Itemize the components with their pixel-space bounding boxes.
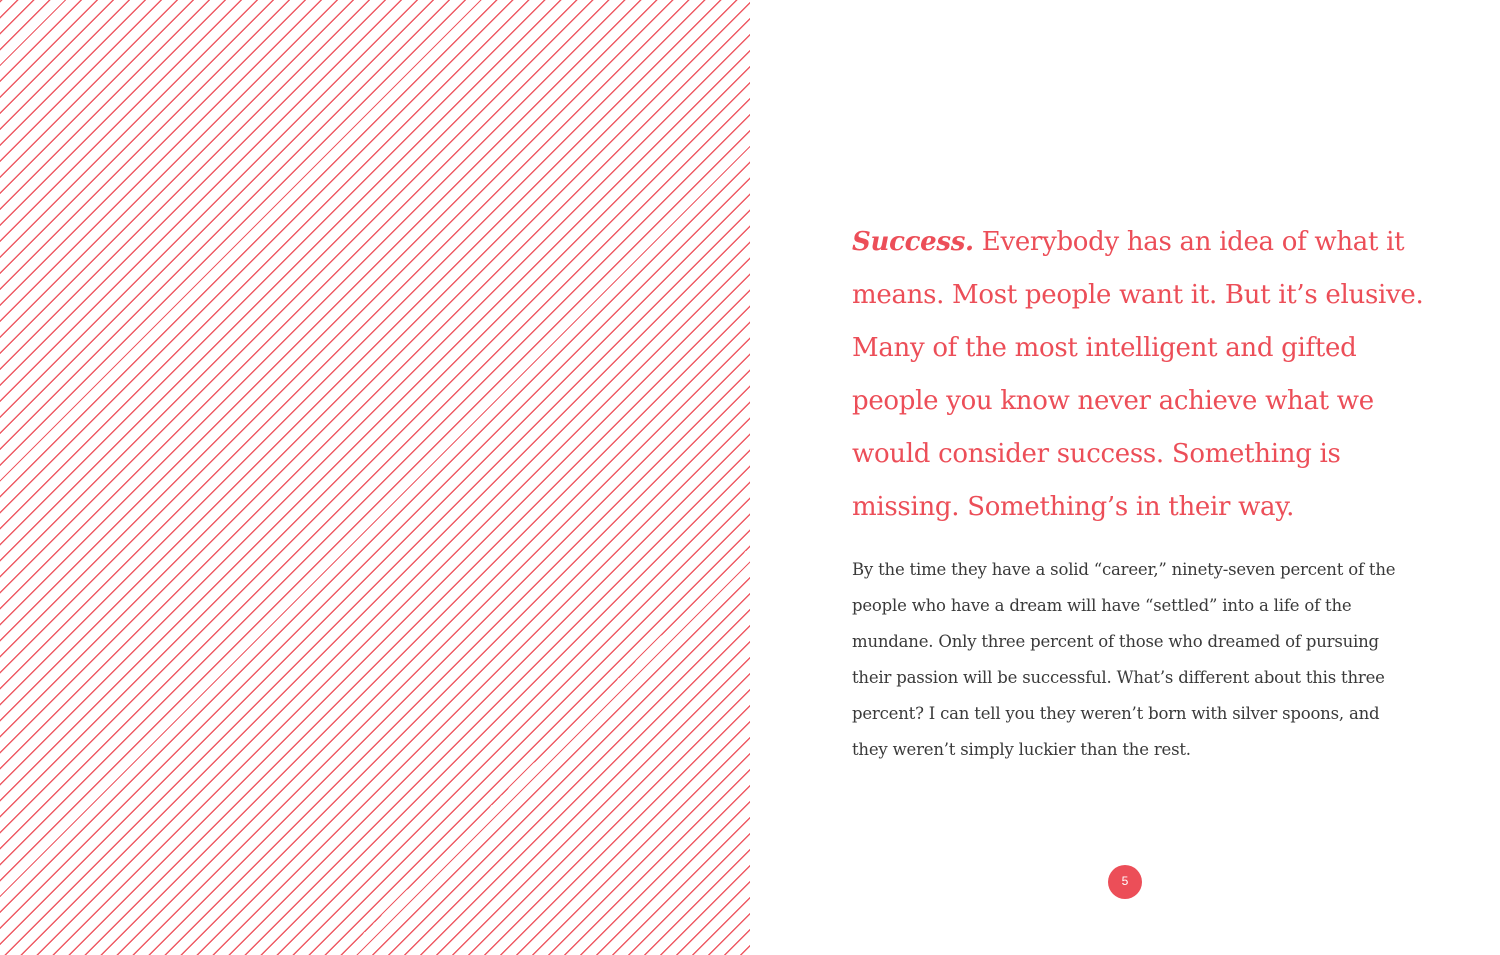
body-paragraph: By the time they have a solid “career,” ninety-seven percent of the people who have a dream will have “settled” into a life of the mundane. Only three percent of those who dreamed of pursuing their passion will be successful. What’s different about this three percent? I can tell you they weren’t born with silver spoons, and they weren’t simply luckier than the rest. <box>852 560 1396 759</box>
page-number-badge: 5 <box>1108 865 1142 899</box>
lead-emphasis: Success. <box>852 227 974 257</box>
lead-text: Everybody has an idea of what it means. Most people want it. But it’s elusive. Many of the most intelligent and gifted people you know never achieve what we would consider success. Something is missing. Something’s in their way. <box>852 227 1424 522</box>
text-page <box>750 0 1500 955</box>
lead-paragraph <box>852 216 1432 534</box>
